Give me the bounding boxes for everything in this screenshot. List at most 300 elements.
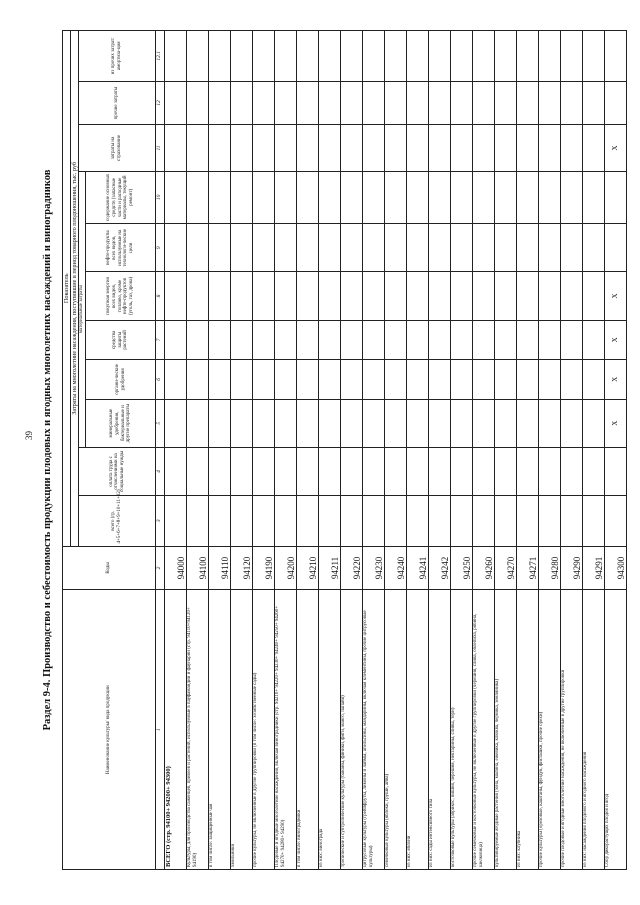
value-cell bbox=[495, 496, 517, 546]
value-cell bbox=[231, 125, 253, 171]
row-name: из них: насаждения плодового и ягодного насаждения bbox=[583, 590, 605, 870]
excluded-cell-mark: X bbox=[605, 272, 627, 320]
value-cell bbox=[407, 125, 429, 171]
value-cell bbox=[539, 171, 561, 224]
value-cell bbox=[429, 125, 451, 171]
value-cell bbox=[209, 171, 231, 224]
value-cell bbox=[341, 447, 363, 495]
row-code: 94000 bbox=[165, 546, 187, 590]
value-cell bbox=[253, 31, 275, 82]
value-cell bbox=[517, 81, 539, 125]
value-cell bbox=[407, 272, 429, 320]
header-protection: средства защиты растений bbox=[86, 320, 156, 359]
row-name: прочие плодовые и ягодные многолетние насаждения, не включенные в другие группировки bbox=[561, 590, 583, 870]
table-row bbox=[517, 31, 539, 870]
value-cell bbox=[407, 171, 429, 224]
row-name: хмельники bbox=[231, 590, 253, 870]
value-cell bbox=[187, 31, 209, 82]
value-cell bbox=[385, 81, 407, 125]
value-cell bbox=[495, 125, 517, 171]
value-cell bbox=[209, 360, 231, 399]
value-cell bbox=[473, 496, 495, 546]
table-row bbox=[583, 31, 605, 870]
row-name: прочие культуры, не включенные в другие группировки (в том числе: хозяйственные сады) bbox=[253, 590, 275, 870]
value-cell bbox=[319, 125, 341, 171]
value-cell bbox=[209, 81, 231, 125]
value-cell bbox=[561, 31, 583, 82]
value-cell bbox=[165, 320, 187, 359]
value-cell bbox=[297, 81, 319, 125]
table-row bbox=[605, 31, 627, 870]
table-row bbox=[187, 31, 209, 870]
value-cell bbox=[231, 224, 253, 272]
value-cell bbox=[319, 171, 341, 224]
value-cell bbox=[209, 125, 231, 171]
value-cell bbox=[495, 171, 517, 224]
value-cell bbox=[429, 224, 451, 272]
value-cell bbox=[473, 399, 495, 447]
value-cell bbox=[429, 447, 451, 495]
value-cell bbox=[275, 399, 297, 447]
value-cell bbox=[605, 496, 627, 546]
value-cell bbox=[429, 496, 451, 546]
value-cell bbox=[451, 81, 473, 125]
value-cell bbox=[517, 399, 539, 447]
value-cell bbox=[407, 399, 429, 447]
table-row bbox=[319, 31, 341, 870]
value-cell bbox=[275, 224, 297, 272]
excluded-cell-mark: X bbox=[605, 125, 627, 171]
value-cell bbox=[451, 171, 473, 224]
table-row bbox=[407, 31, 429, 870]
value-cell bbox=[297, 224, 319, 272]
value-cell bbox=[209, 272, 231, 320]
row-name: Плодовые и ягодные многолетние насаждения, включая виноградники (стр. 94210+ 94220+ 94230+ 94240+ 94250+ 94260+ 94270+ 94280+ 94290) bbox=[275, 590, 297, 870]
value-cell bbox=[231, 272, 253, 320]
value-cell bbox=[429, 399, 451, 447]
value-cell bbox=[451, 224, 473, 272]
value-cell bbox=[495, 447, 517, 495]
value-cell bbox=[451, 496, 473, 546]
value-cell bbox=[517, 125, 539, 171]
value-cell bbox=[297, 272, 319, 320]
value-cell bbox=[451, 31, 473, 82]
value-cell bbox=[561, 272, 583, 320]
row-code: 94211 bbox=[319, 546, 341, 590]
value-cell bbox=[341, 320, 363, 359]
value-cell bbox=[583, 31, 605, 82]
value-cell bbox=[517, 171, 539, 224]
value-cell bbox=[231, 447, 253, 495]
header-costs-group: Затраты на многолетние насаждения, поступившие в период товарного плодоношения, тыс. руб bbox=[71, 31, 79, 547]
value-cell bbox=[165, 125, 187, 171]
row-name: семечковые культуры (яблоки, груши, айва) bbox=[385, 590, 407, 870]
value-cell bbox=[407, 224, 429, 272]
header-labor: оплата труда с отчислениями на социальные нужды bbox=[79, 447, 156, 495]
value-cell bbox=[583, 272, 605, 320]
value-cell bbox=[275, 360, 297, 399]
value-cell bbox=[385, 125, 407, 171]
header-material-group: материальные затраты bbox=[79, 171, 86, 447]
column-number: 12 bbox=[156, 81, 165, 125]
value-cell bbox=[539, 320, 561, 359]
value-cell bbox=[319, 31, 341, 82]
excluded-cell-mark: X bbox=[605, 399, 627, 447]
row-code: 94100 bbox=[187, 546, 209, 590]
value-cell bbox=[297, 125, 319, 171]
header-other-incl: из прочих затрат: амортиза-ция bbox=[79, 31, 156, 82]
value-cell bbox=[495, 360, 517, 399]
value-cell bbox=[297, 31, 319, 82]
value-cell bbox=[429, 31, 451, 82]
value-cell bbox=[231, 320, 253, 359]
value-cell bbox=[583, 496, 605, 546]
value-cell bbox=[561, 224, 583, 272]
value-cell bbox=[583, 320, 605, 359]
value-cell bbox=[363, 360, 385, 399]
value-cell bbox=[187, 447, 209, 495]
value-cell bbox=[583, 81, 605, 125]
value-cell bbox=[561, 399, 583, 447]
value-cell bbox=[473, 320, 495, 359]
header-insurance: затраты на страхование bbox=[79, 125, 156, 171]
header-indicator: Показатель bbox=[63, 31, 71, 547]
value-cell bbox=[451, 447, 473, 495]
table-row bbox=[429, 31, 451, 870]
value-cell bbox=[473, 272, 495, 320]
value-cell bbox=[605, 171, 627, 224]
value-cell bbox=[187, 360, 209, 399]
value-cell bbox=[253, 272, 275, 320]
page-number: 39 bbox=[24, 431, 34, 440]
value-cell bbox=[495, 31, 517, 82]
value-cell bbox=[363, 171, 385, 224]
row-name: прочие культуры (ореховые, каштаны, фундук, фисташки, прочие орехи) bbox=[539, 590, 561, 870]
table-row bbox=[385, 31, 407, 870]
value-cell bbox=[473, 360, 495, 399]
value-cell bbox=[451, 360, 473, 399]
row-code: 94241 bbox=[407, 546, 429, 590]
table-row bbox=[451, 31, 473, 870]
value-cell bbox=[473, 171, 495, 224]
value-cell bbox=[583, 447, 605, 495]
row-name: из них: сады интенсивного типа bbox=[429, 590, 451, 870]
value-cell bbox=[561, 320, 583, 359]
rotated-page bbox=[30, 20, 640, 880]
value-cell bbox=[187, 496, 209, 546]
value-cell bbox=[231, 81, 253, 125]
value-cell bbox=[539, 31, 561, 82]
excluded-cell-mark: X bbox=[605, 320, 627, 359]
table-row bbox=[341, 31, 363, 870]
header-maintenance: содержание основных средств (запасные части и расходные материалы, текущий ремонт) bbox=[86, 171, 156, 224]
value-cell bbox=[275, 125, 297, 171]
value-cell bbox=[253, 399, 275, 447]
table-row bbox=[297, 31, 319, 870]
value-cell bbox=[583, 171, 605, 224]
row-name: культивируемые ягодные растения (зона, малина, ежевика, клюква, черника, земляника) bbox=[495, 590, 517, 870]
value-cell bbox=[429, 171, 451, 224]
table-row bbox=[209, 31, 231, 870]
value-cell bbox=[429, 81, 451, 125]
column-number: 9 bbox=[156, 224, 165, 272]
value-cell bbox=[165, 81, 187, 125]
value-cell bbox=[187, 81, 209, 125]
row-code: 94290 bbox=[561, 546, 583, 590]
value-cell bbox=[341, 496, 363, 546]
column-number: 6 bbox=[156, 360, 165, 399]
column-number: 11 bbox=[156, 125, 165, 171]
value-cell bbox=[187, 399, 209, 447]
value-cell bbox=[583, 399, 605, 447]
section-title: Раздел 9-4. Производство и себестоимость продукции плодовых и ягодных многолетних насаждений и виноградников bbox=[42, 169, 53, 731]
value-cell bbox=[165, 31, 187, 82]
header-other: прочие затраты bbox=[79, 81, 156, 125]
value-cell bbox=[539, 360, 561, 399]
value-cell bbox=[187, 272, 209, 320]
row-code: 94300 bbox=[605, 546, 627, 590]
value-cell bbox=[561, 125, 583, 171]
value-cell bbox=[341, 224, 363, 272]
value-cell bbox=[385, 171, 407, 224]
column-number-row bbox=[156, 31, 165, 870]
value-cell bbox=[539, 496, 561, 546]
value-cell bbox=[495, 81, 517, 125]
value-cell bbox=[517, 272, 539, 320]
value-cell bbox=[473, 125, 495, 171]
header-organic: органи-ческие удобрения bbox=[86, 360, 156, 399]
value-cell bbox=[539, 399, 561, 447]
table-row bbox=[561, 31, 583, 870]
row-name: из них: клубника bbox=[517, 590, 539, 870]
value-cell bbox=[517, 447, 539, 495]
value-cell bbox=[539, 272, 561, 320]
table-row bbox=[495, 31, 517, 870]
header-fert: минеральные удобрения, бактериальные и другие препараты bbox=[86, 399, 156, 447]
value-cell bbox=[605, 81, 627, 125]
value-cell bbox=[209, 399, 231, 447]
value-cell bbox=[495, 272, 517, 320]
value-cell bbox=[209, 31, 231, 82]
row-code: 94280 bbox=[539, 546, 561, 590]
value-cell bbox=[297, 399, 319, 447]
row-code: 94240 bbox=[385, 546, 407, 590]
value-cell bbox=[561, 81, 583, 125]
value-cell bbox=[385, 272, 407, 320]
row-code: 94190 bbox=[253, 546, 275, 590]
row-code: 94110 bbox=[209, 546, 231, 590]
row-code: 94220 bbox=[341, 546, 363, 590]
table-row bbox=[253, 31, 275, 870]
value-cell bbox=[187, 125, 209, 171]
value-cell bbox=[451, 125, 473, 171]
value-cell bbox=[561, 496, 583, 546]
value-cell bbox=[385, 224, 407, 272]
value-cell bbox=[341, 31, 363, 82]
value-cell bbox=[319, 496, 341, 546]
value-cell bbox=[539, 125, 561, 171]
value-cell bbox=[363, 81, 385, 125]
value-cell bbox=[605, 224, 627, 272]
table-row bbox=[165, 31, 187, 870]
value-cell bbox=[451, 272, 473, 320]
value-cell bbox=[407, 447, 429, 495]
value-cell bbox=[275, 320, 297, 359]
value-cell bbox=[187, 320, 209, 359]
value-cell bbox=[275, 171, 297, 224]
table-body bbox=[156, 31, 627, 870]
value-cell bbox=[363, 399, 385, 447]
value-cell bbox=[473, 447, 495, 495]
column-number: 7 bbox=[156, 320, 165, 359]
table-row bbox=[539, 31, 561, 870]
row-name: в том числе: защищенные чая bbox=[209, 590, 231, 870]
value-cell bbox=[517, 360, 539, 399]
value-cell bbox=[319, 447, 341, 495]
value-cell bbox=[539, 81, 561, 125]
value-cell bbox=[253, 496, 275, 546]
value-cell bbox=[187, 171, 209, 224]
value-cell bbox=[583, 224, 605, 272]
value-cell bbox=[231, 171, 253, 224]
value-cell bbox=[297, 320, 319, 359]
row-name: из них: винограда bbox=[319, 590, 341, 870]
value-cell bbox=[495, 399, 517, 447]
value-cell bbox=[407, 360, 429, 399]
value-cell bbox=[407, 496, 429, 546]
value-cell bbox=[385, 360, 407, 399]
column-number: 12.1 bbox=[156, 31, 165, 82]
table-row bbox=[473, 31, 495, 870]
value-cell bbox=[363, 125, 385, 171]
row-name: ВСЕГО (стр. 94100+ 94200+ 94300) bbox=[165, 590, 187, 870]
row-code: 94260 bbox=[473, 546, 495, 590]
production-cost-table bbox=[62, 30, 627, 870]
row-name: цитрусовые культуры (грейпфруты, лимоны и лаймы, апельсины, мандарины, включая клементины, прочие цитрусовые культуры) bbox=[363, 590, 385, 870]
row-name: прочие семечковые и косточковые культуры, не включенные в другие группировки (черешня, слива, облепиха, рябина, шелковица) bbox=[473, 590, 495, 870]
row-code: 94250 bbox=[451, 546, 473, 590]
row-name: в том числе: виноградники bbox=[297, 590, 319, 870]
row-name: из них: яблони bbox=[407, 590, 429, 870]
value-cell bbox=[495, 320, 517, 359]
value-cell bbox=[363, 31, 385, 82]
value-cell bbox=[363, 447, 385, 495]
value-cell bbox=[275, 447, 297, 495]
value-cell bbox=[583, 125, 605, 171]
value-cell bbox=[605, 447, 627, 495]
column-number: 3 bbox=[156, 496, 165, 546]
value-cell bbox=[209, 496, 231, 546]
value-cell bbox=[385, 399, 407, 447]
value-cell bbox=[451, 320, 473, 359]
value-cell bbox=[253, 171, 275, 224]
value-cell bbox=[517, 320, 539, 359]
column-number: 4 bbox=[156, 447, 165, 495]
value-cell bbox=[275, 496, 297, 546]
value-cell bbox=[253, 447, 275, 495]
value-cell bbox=[165, 496, 187, 546]
value-cell bbox=[539, 447, 561, 495]
value-cell bbox=[561, 360, 583, 399]
value-cell bbox=[473, 31, 495, 82]
value-cell bbox=[385, 320, 407, 359]
value-cell bbox=[561, 447, 583, 495]
value-cell bbox=[517, 496, 539, 546]
table-row bbox=[363, 31, 385, 870]
value-cell bbox=[231, 360, 253, 399]
row-code: 94120 bbox=[231, 546, 253, 590]
value-cell bbox=[319, 272, 341, 320]
value-cell bbox=[407, 81, 429, 125]
value-cell bbox=[451, 399, 473, 447]
value-cell bbox=[187, 224, 209, 272]
value-cell bbox=[319, 320, 341, 359]
row-name: косточковые культуры (абрикос, вишня, черешня, нектарины, сливы, терн) bbox=[451, 590, 473, 870]
value-cell bbox=[341, 171, 363, 224]
value-cell bbox=[341, 399, 363, 447]
value-cell bbox=[253, 81, 275, 125]
table-row bbox=[275, 31, 297, 870]
value-cell bbox=[297, 360, 319, 399]
value-cell bbox=[319, 360, 341, 399]
value-cell bbox=[319, 81, 341, 125]
value-cell bbox=[517, 31, 539, 82]
row-code: 94210 bbox=[297, 546, 319, 590]
value-cell bbox=[385, 496, 407, 546]
value-cell bbox=[385, 31, 407, 82]
value-cell bbox=[363, 496, 385, 546]
value-cell bbox=[165, 447, 187, 495]
value-cell bbox=[253, 125, 275, 171]
value-cell bbox=[583, 360, 605, 399]
column-number: 5 bbox=[156, 399, 165, 447]
value-cell bbox=[209, 224, 231, 272]
row-code: 94230 bbox=[363, 546, 385, 590]
value-cell bbox=[275, 272, 297, 320]
value-cell bbox=[231, 496, 253, 546]
value-cell bbox=[165, 171, 187, 224]
row-name: тропические и субтропические культуры (бананы, финики, фиги, манго, папайя) bbox=[341, 590, 363, 870]
value-cell bbox=[539, 224, 561, 272]
column-number: 1 bbox=[156, 590, 165, 870]
value-cell bbox=[341, 81, 363, 125]
header-total: всего (гр. 4+5+6+7+8+9+10+11+12) bbox=[79, 496, 156, 546]
row-code: 94291 bbox=[583, 546, 605, 590]
column-number: 8 bbox=[156, 272, 165, 320]
row-code: 94270 bbox=[495, 546, 517, 590]
header-name: Наименование культуры/ вида продукции bbox=[63, 590, 156, 870]
value-cell bbox=[363, 272, 385, 320]
value-cell bbox=[407, 31, 429, 82]
value-cell bbox=[473, 81, 495, 125]
value-cell bbox=[297, 496, 319, 546]
row-code: 94242 bbox=[429, 546, 451, 590]
value-cell bbox=[231, 31, 253, 82]
column-number: 10 bbox=[156, 171, 165, 224]
row-code: 94271 bbox=[517, 546, 539, 590]
value-cell bbox=[253, 360, 275, 399]
value-cell bbox=[165, 272, 187, 320]
value-cell bbox=[341, 125, 363, 171]
value-cell bbox=[275, 31, 297, 82]
value-cell bbox=[341, 360, 363, 399]
value-cell bbox=[407, 320, 429, 359]
table-row bbox=[231, 31, 253, 870]
value-cell bbox=[275, 81, 297, 125]
column-number: 2 bbox=[156, 546, 165, 590]
header-code: Коды bbox=[63, 546, 156, 590]
value-cell bbox=[429, 360, 451, 399]
